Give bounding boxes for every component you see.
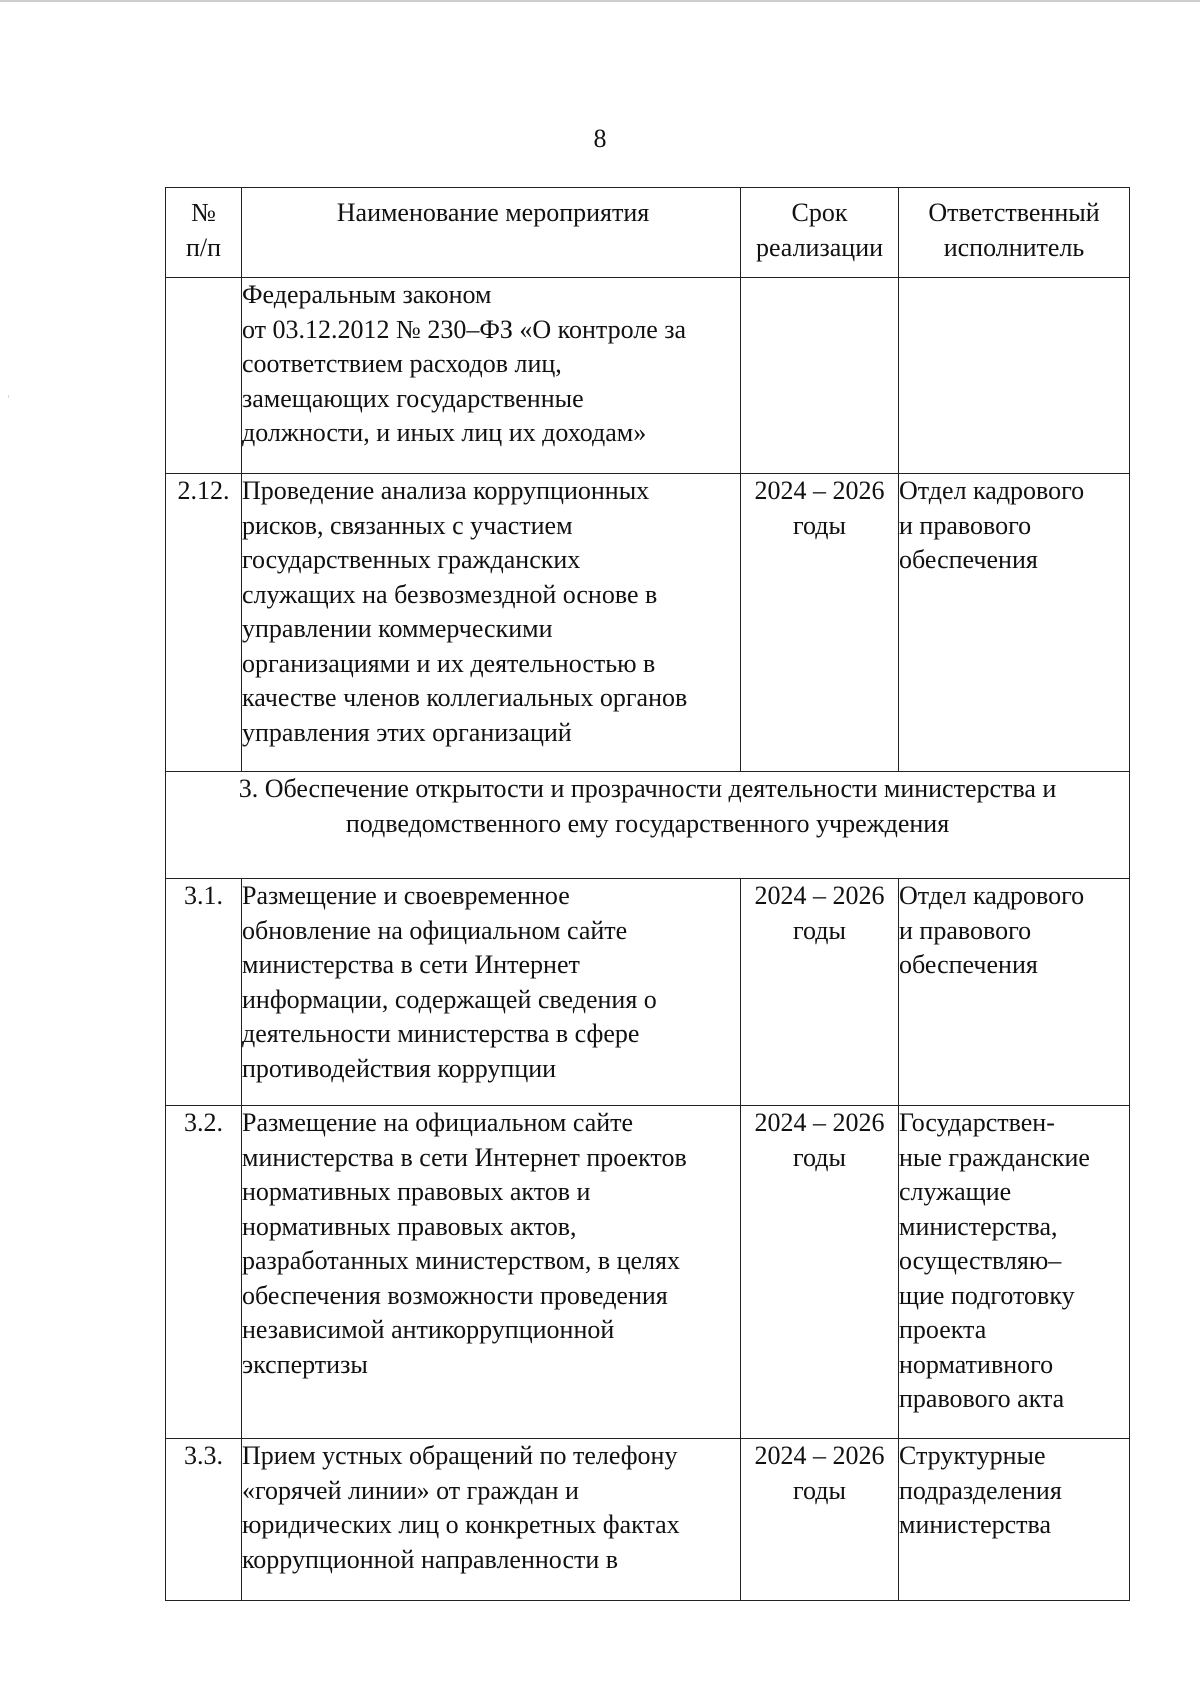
row-name-line: независимой антикоррупционной [242, 1315, 615, 1344]
row-term [741, 879, 899, 1106]
row-term-line: годы [793, 510, 846, 540]
header-term [741, 188, 899, 278]
row-term [741, 1106, 899, 1439]
table-row [166, 278, 1130, 474]
table-row [166, 1439, 1130, 1601]
row-name-line: экспертизы [242, 1349, 368, 1379]
row-name-line: коррупционной направленности в [242, 1544, 619, 1574]
row-name-line: деятельности министерства в сфере [242, 1019, 640, 1048]
row-responsible [899, 1106, 1130, 1439]
header-responsible-line: исполнитель [943, 232, 1085, 262]
row-name-line: служащих на безвозмездной основе в [242, 579, 658, 609]
row-name [242, 278, 741, 474]
row-num: 3.1. [166, 879, 242, 1106]
header-responsible [899, 188, 1130, 278]
row-responsible-line: подразделения [899, 1475, 1062, 1505]
table-row [166, 879, 1130, 1106]
table-header-row [166, 188, 1130, 278]
row-name-line: нормативных правовых актов и [242, 1177, 591, 1206]
row-term-line: годы [793, 915, 846, 945]
table-row [166, 474, 1130, 772]
row-responsible-line: правового акта [899, 1384, 1065, 1413]
row-name-line: от 03.12.2012 № 230–ФЗ «О контроле за [242, 314, 687, 344]
row-name-line: Прием устных обращений по телефону [242, 1441, 678, 1470]
row-name-line: управлении коммерческими [242, 614, 553, 643]
row-responsible-line: проекта [899, 1315, 987, 1344]
row-name [242, 1439, 741, 1601]
row-name-line: разработанных министерством, в целях [242, 1246, 681, 1275]
row-term-line: 2024 – 2026 [754, 1441, 885, 1470]
section-heading-line: подведомственного ему государственного учреждения [345, 808, 950, 838]
row-responsible-line: осуществляю– [899, 1246, 1062, 1275]
row-responsible-line: и правового [899, 510, 1032, 540]
row-num: 3.3. [166, 1439, 242, 1601]
row-name-line: соответствием расходов лиц, [242, 349, 562, 378]
row-term-line: 2024 – 2026 [754, 1108, 885, 1137]
row-name-line: нормативных правовых актов, [242, 1211, 577, 1241]
row-term [741, 1439, 899, 1601]
row-name-line: «горячей линии» от граждан и [242, 1475, 579, 1505]
row-name-line: обеспечения возможности проведения [242, 1280, 668, 1310]
header-responsible-line: Ответственный [928, 198, 1100, 227]
row-name-line: организациями и их деятельностью в [242, 648, 656, 678]
row-responsible-line: обеспечения [899, 545, 1038, 574]
row-responsible-line: щие подготовку [899, 1280, 1075, 1310]
row-name-line: противодействия коррупции [242, 1053, 557, 1083]
row-responsible-line: Структурные [899, 1441, 1046, 1470]
row-name-line: информации, содержащей сведения о [242, 984, 657, 1014]
row-name-line: обновление на официальном сайте [242, 915, 628, 945]
row-responsible-line: Государствен- [899, 1108, 1055, 1137]
row-responsible-line: и правового [899, 915, 1032, 945]
section-row [166, 772, 1130, 879]
row-name [242, 879, 741, 1106]
header-term-line: реализации [755, 232, 884, 262]
row-term [741, 278, 899, 474]
row-name-line: качестве членов коллегиальных органов [242, 683, 688, 712]
row-term-line: 2024 – 2026 [754, 476, 885, 505]
row-responsible-line: обеспечения [899, 950, 1038, 979]
row-num: 3.2. [166, 1106, 242, 1439]
row-num [166, 278, 242, 474]
section-heading-line: 3. Обеспечение открытости и прозрачности деятельности министерства и [238, 774, 1057, 803]
row-responsible-line: министерства, [899, 1211, 1058, 1241]
row-name-line: министерства в сети Интернет проектов [242, 1142, 687, 1172]
row-name-line: юридических лиц о конкретных фактах [242, 1510, 680, 1539]
section-heading [166, 772, 1130, 879]
row-name-line: рисков, связанных с участием [242, 510, 573, 540]
header-num [166, 188, 242, 278]
row-responsible-line: служащие [899, 1177, 1012, 1206]
row-name-line: Федеральным законом [242, 280, 492, 309]
row-name-line: должности, и иных лиц их доходам» [242, 418, 647, 447]
table-row [166, 1106, 1130, 1439]
row-name-line: управления этих организаций [242, 717, 572, 747]
row-responsible [899, 474, 1130, 772]
header-name-line: Наименование мероприятия [336, 198, 650, 227]
row-responsible [899, 278, 1130, 474]
row-responsible [899, 879, 1130, 1106]
row-name-line: замещающих государственные [242, 383, 584, 413]
row-name-line: Размещение на официальном сайте [242, 1108, 634, 1137]
header-num-line: п/п [185, 232, 222, 262]
row-responsible-line: ные гражданские [899, 1142, 1090, 1172]
row-responsible-line: Отдел кадрового [899, 881, 1085, 910]
row-name-line: министерства в сети Интернет [242, 950, 580, 979]
row-name-line: государственных гражданских [242, 545, 581, 574]
row-num: 2.12. [166, 474, 242, 772]
scan-artifact [8, 395, 9, 398]
row-term-line: годы [793, 1142, 846, 1172]
row-name [242, 1106, 741, 1439]
measures-table [165, 187, 1130, 1601]
row-name-line: Размещение и своевременное [242, 881, 570, 910]
row-responsible-line: нормативного [899, 1349, 1054, 1379]
row-responsible-line: министерства [899, 1510, 1052, 1539]
row-term [741, 474, 899, 772]
header-name [242, 188, 741, 278]
row-name-line: Проведение анализа коррупционных [242, 476, 650, 505]
header-num-line: № [191, 198, 216, 227]
row-name [242, 474, 741, 772]
row-term-line: годы [793, 1475, 846, 1505]
row-responsible [899, 1439, 1130, 1601]
page-number: 8 [593, 124, 607, 153]
scan-top-edge [0, 0, 1200, 2]
row-term-line: 2024 – 2026 [754, 881, 885, 910]
row-responsible-line: Отдел кадрового [899, 476, 1085, 505]
header-term-line: Срок [791, 198, 848, 227]
